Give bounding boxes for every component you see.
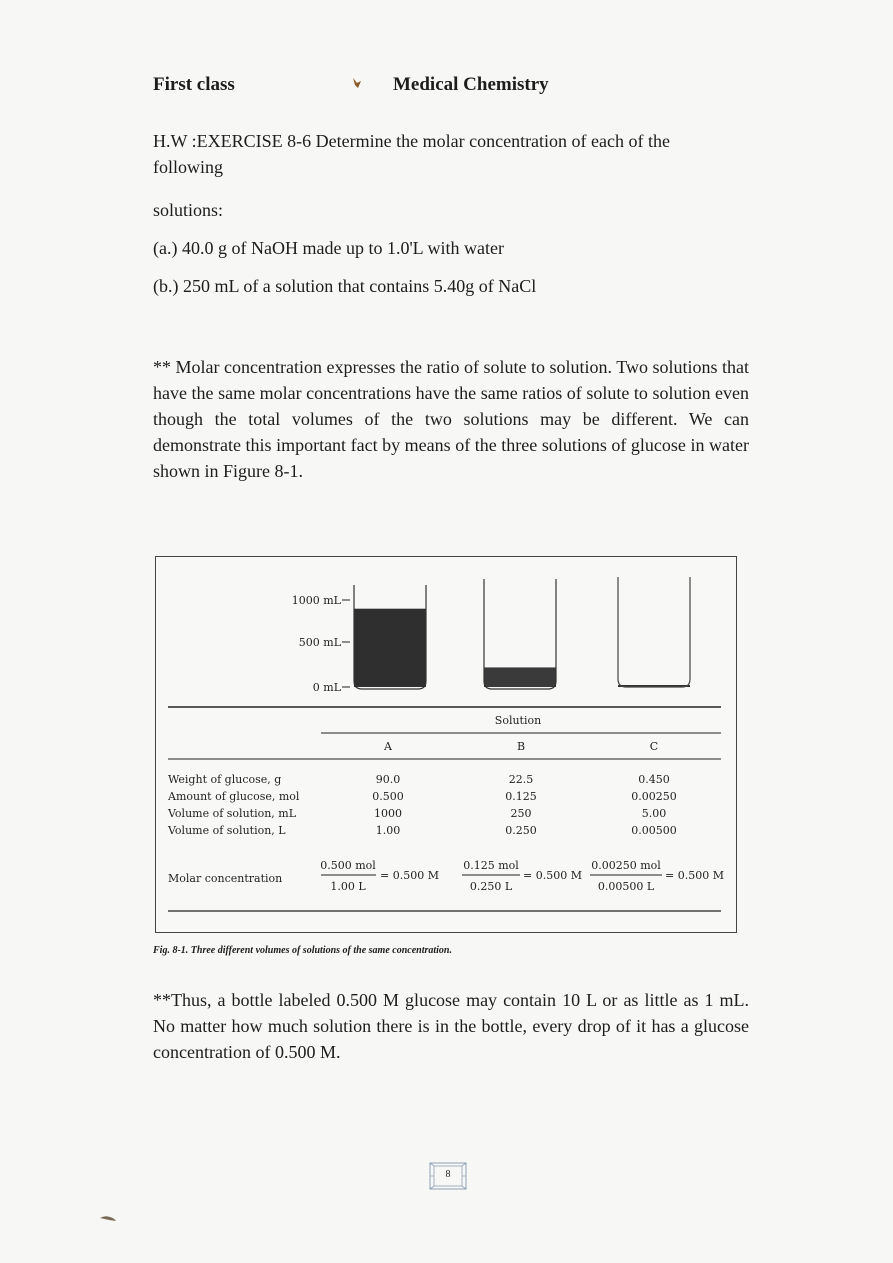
molar-a-denominator: 1.00 L bbox=[330, 880, 366, 893]
row-label-volume-l: Volume of solution, L bbox=[168, 824, 286, 837]
exercise-title-line2: following bbox=[153, 157, 223, 177]
column-header-b: B bbox=[516, 740, 526, 753]
cell-amount-a: 0.500 bbox=[372, 790, 404, 803]
beaker-a bbox=[354, 585, 426, 689]
paragraph-bottle-example: **Thus, a bottle labeled 0.500 M glucose may contain 10 L or as little as 1 mL. No matter how much solution there is in the bottle, every drop of it has a glucose concentration of 0.500 M. bbox=[153, 990, 749, 1062]
molar-c-denominator: 0.00500 L bbox=[597, 880, 655, 893]
figure-drawing bbox=[156, 557, 736, 932]
header-subject-label: Medical Chemistry bbox=[393, 74, 549, 95]
cell-volume-l-c: 0.00500 bbox=[631, 824, 677, 837]
solution-header: Solution bbox=[494, 714, 542, 727]
cell-weight-b: 22.5 bbox=[508, 773, 534, 786]
row-label-molar: Molar concentration bbox=[168, 872, 283, 885]
beaker-b bbox=[484, 579, 556, 689]
column-header-a: A bbox=[384, 740, 392, 753]
page-number: 8 bbox=[445, 1169, 451, 1180]
beaker-b-liquid bbox=[484, 667, 556, 687]
row-label-weight: Weight of glucose, g bbox=[168, 773, 282, 786]
cell-weight-a: 90.0 bbox=[375, 773, 401, 786]
molar-a-result: = 0.500 M bbox=[380, 869, 439, 882]
cell-volume-l-a: 1.00 bbox=[375, 824, 401, 837]
molar-b-result: = 0.500 M bbox=[523, 869, 582, 882]
page-number-badge bbox=[427, 1160, 469, 1192]
cell-amount-b: 0.125 bbox=[505, 790, 537, 803]
molar-a-numerator: 0.500 mol bbox=[320, 859, 376, 872]
figure-caption: Fig. 8-1. Three different volumes of solutions of the same concentration. bbox=[153, 945, 452, 956]
ink-smudge-icon bbox=[100, 1215, 116, 1221]
exercise-item-b: (b.) 250 mL of a solution that contains 5.40g of NaCl bbox=[153, 276, 537, 296]
row-label-volume-ml: Volume of solution, mL bbox=[168, 807, 297, 820]
molar-c-numerator: 0.00250 mol bbox=[591, 859, 661, 872]
molar-b-numerator: 0.125 mol bbox=[463, 859, 519, 872]
scale-label-500: 500 mL bbox=[298, 636, 341, 649]
exercise-title-line1: H.W :EXERCISE 8-6 Determine the molar concentration of each of the bbox=[153, 131, 670, 151]
beaker-c bbox=[618, 577, 690, 687]
scale-label-0: 0 mL bbox=[312, 681, 341, 694]
cell-amount-c: 0.00250 bbox=[631, 790, 677, 803]
exercise-item-a: (a.) 40.0 g of NaOH made up to 1.0'L with water bbox=[153, 238, 504, 258]
cell-volume-ml-b: 250 bbox=[510, 807, 532, 820]
scale-label-1000: 1000 mL bbox=[291, 594, 341, 607]
molar-b-denominator: 0.250 L bbox=[469, 880, 513, 893]
cell-volume-ml-c: 5.00 bbox=[641, 807, 667, 820]
beaker-a-liquid bbox=[354, 609, 426, 687]
row-label-amount: Amount of glucose, mol bbox=[168, 790, 300, 803]
paragraph-molar-concentration: ** Molar concentration expresses the ratio of solute to solution. Two solutions that have the same molar concentrations have the same ratios of solute to solution even though the total volumes of the two solutions may be different. We can demonstrate this important fact by means of the three solutions of glucose in water shown in Figure 8-1. bbox=[153, 357, 749, 481]
header-class-label: First class bbox=[153, 74, 235, 95]
exercise-solutions-label: solutions: bbox=[153, 200, 224, 220]
cell-volume-l-b: 0.250 bbox=[505, 824, 537, 837]
cell-volume-ml-a: 1000 bbox=[374, 807, 402, 820]
figure-8-1 bbox=[155, 556, 737, 933]
page-header bbox=[153, 74, 753, 102]
column-header-c: C bbox=[649, 740, 659, 753]
cell-weight-c: 0.450 bbox=[638, 773, 670, 786]
pen-mark-icon bbox=[352, 77, 362, 89]
molar-c-result: = 0.500 M bbox=[665, 869, 724, 882]
